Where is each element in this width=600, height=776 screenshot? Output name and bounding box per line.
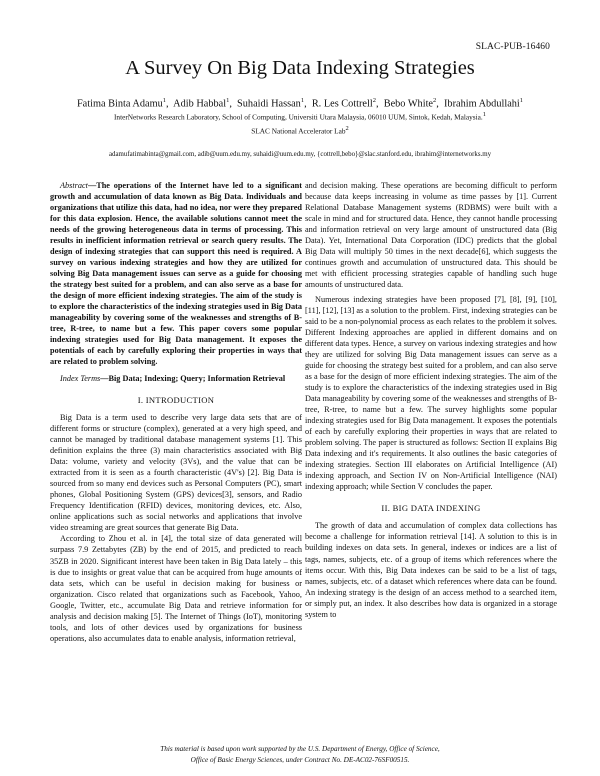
author-name: Fatima Binta Adamu xyxy=(76,98,163,110)
author-name: Ibrahim Abdullahi xyxy=(444,98,520,110)
author-affil-mark: 2 xyxy=(433,97,437,104)
body-paragraph: Big Data is a term used to describe very large data sets that are of different forms or structure (complex), generated at a very high speed, and cannot be managed by traditional database management systems [1]. This definition explains the three (3) main characteristics associated with Big Data: volume, variety and velocity (3Vs), and the value that can be extracted from it is seen as a fourth characteristic (4V's) [2]. Big Data is sourced from so many end devices such as Personal Computers (PC), smart phones, Global Positioning System (GPS) devices[3], sensors, and Radio Frequency Identification (RFID) devices, monitoring devices, etc. Also, online applications such as social networks and applications that involve video streaming are great sources that generate Big Data. xyxy=(50,413,302,533)
author-name: Bebo White xyxy=(383,98,434,110)
abstract xyxy=(50,180,302,367)
author-name: Adib Habbal xyxy=(173,98,227,110)
body-paragraph: According to Zhou et al. in [4], the total size of data generated will surpass 7.9 Zettabytes (ZB) by the end of 2015, and predicted to reach 35ZB in 2020. Significant interest have been taken in Big Data lately – this is due to insights or great value that can be acquired from huge amounts of data sets, which can be useful in decision making for business or organization. Cisco related that organizations such as Facebook, Yahoo, Google, Twitter, etc., accumulate Big Data and retrieve information for analysis and decision making [5]. The Internet of Things (IoT), monitoring tools, and lots of other devices used by organizations for business operations, also accumulates data to enable analysis, information retrieval, xyxy=(50,534,302,643)
abstract-label: Abstract xyxy=(60,181,88,190)
author-emails: adamufatimabinta@gmail.com, adib@uum.edu.my, suhaidi@uum.edu.my, {cottrell,bebo}@slac.stanford.edu, ibrahim@internetworks.my xyxy=(108,151,492,158)
section-heading-big-data-indexing: II. BIG DATA INDEXING xyxy=(381,503,481,514)
author-affil-mark: 1 xyxy=(162,97,166,104)
affiliation-text: SLAC National Accelerator Lab xyxy=(251,126,346,136)
author-name: Suhaidi Hassan xyxy=(237,98,301,110)
author-affil-mark: 1 xyxy=(519,97,524,104)
footnote-line: This material is based upon work supported by the U.S. Department of Energy, Office of Science, xyxy=(160,745,440,753)
index-terms-text: —Big Data; Indexing; Query; Information Retrieval xyxy=(100,374,286,384)
body-paragraph: The growth of data and accumulation of complex data collections has become a challenge for information retrieval [14]. A solution to this is in building indexes on data sets. In general, indexes or indices are a list of tags, names, subjects, etc. of a group of items which references where the items occur. With this, Big Data indexes can be said to be a list of tags, names, subjects, etc. of a dataset which references where data can be found. An indexing strategy is the design of an access method to a searched item, or simply put, an index. It also describes how data is organized in a storage system to xyxy=(305,521,557,619)
report-id: SLAC-PUB-16460 xyxy=(475,42,550,52)
body-paragraph: and decision making. These operations are becoming difficult to perform because data keeps increasing in volume as time passes by [1]. Current Relational Database Management systems (RDBMS) were built with a scale in mind and for structured data. Hence, they cannot handle processing and information retrieval on very large amount of unstructured data (Big Data). Yet, International Data Corporation (IDC) predicts that the global Big Data will multiply 50 times in the next decade[6], which suggests the continues growth and accumulation of unstructured data. This should be met with efficient processing strategies capable of handling such huge amounts of unstructured data. xyxy=(305,181,557,290)
index-terms-label: Index Terms xyxy=(60,374,101,384)
author-list: Fatima Binta Adamu$^1$, Adib Habbal$^1$, Suhaidi Hassan$^1$, R. Les Cottrell$^2$, Bebo White$^2$, Ibrahim Abdullahi$^1$ xyxy=(76,97,524,110)
affiliation-2 xyxy=(30,124,570,136)
footnote-line: Office of Basic Energy Sciences, under Contract No. DE-AC02-76SF00515. xyxy=(190,755,410,764)
index-terms xyxy=(50,373,302,384)
left-column xyxy=(50,180,302,644)
affiliation-text: InterNetworks Research Laboratory, School of Computing, Universiti Utara Malaysia, 06010 UUM, Sintok, Kedah, Malaysia. xyxy=(113,112,483,122)
abstract-text: —The operations of the Internet have led to a significant growth and accumulation of data known as Big Data. Individuals and organizations that utilize this data, had no idea, nor were they prepared for this data explosion. Hence, the available solutions cannot meet the needs of the growing heterogeneous data in terms of processing. This results in inefficient information retrieval or search query results. The design of indexing strategies that can support this need is required. A survey on various indexing strategies and how they are utilized for solving Big Data management issues can serve as a guide for choosing the strategy best suited for a problem, and can also serve as a base for the design of more efficient indexing strategies. The aim of the study is to explore the characteristics of the indexing strategies used in Big Data manageability by covering some of the weaknesses and strengths of B-tree, R-tree, to name but a few. This paper covers some popular indexing strategies used for Big Data management. It exposes the potentials of each by carefully exploring their properties in ways that are related to problem solving. xyxy=(50,181,302,367)
paper-title: A Survey On Big Data Indexing Strategies xyxy=(125,57,475,79)
author-affil-mark: 1 xyxy=(300,97,305,104)
author-name: R. Les Cottrell xyxy=(311,98,373,110)
author-affil-mark: 2 xyxy=(372,97,376,104)
affiliation-1 xyxy=(30,110,570,122)
right-column xyxy=(305,180,557,620)
section-heading-introduction: I. INTRODUCTION xyxy=(137,395,215,406)
affiliation-mark: 2 xyxy=(345,125,349,132)
body-paragraph: Numerous indexing strategies have been proposed [7], [8], [9], [10], [11], [12], [13] as a solution to the problem. First, indexing strategies can be said to be a non-polynomial process as each relates to the problem it solves. Different Indexing approaches are applied in different domains and on different data types. Hence, a survey on various indexing strategies and how they are utilized for solving Big Data management issues can serve as a guide for choosing the strategy best suited for a problem, and can also serve as a base for the design of more efficient indexing strategies. The aim of the study is to explore the characteristics of the indexing strategies used in Big Data manageability by covering some of the weaknesses and strengths of B-tree, R-tree, to name but a few. The survey highlights some popular indexing strategies used for Big Data management. It exposes the potentials of each by carefully exploring their properties in ways that are related to problem solving. The paper is structured as follows: Section II explains Big Data indexing and it's requirements. It also outlines the basic categories of indexing strategies. Section III elaborates on Artificial Intelligence (AI) indexing approach, and Section IV on Non-Artificial Intelligence (NAI) indexing approach; while Section V concludes the paper. xyxy=(305,295,557,492)
author-affil-mark: 1 xyxy=(226,97,230,104)
affiliation-mark: 1 xyxy=(482,111,486,118)
funding-footnote xyxy=(40,744,560,765)
